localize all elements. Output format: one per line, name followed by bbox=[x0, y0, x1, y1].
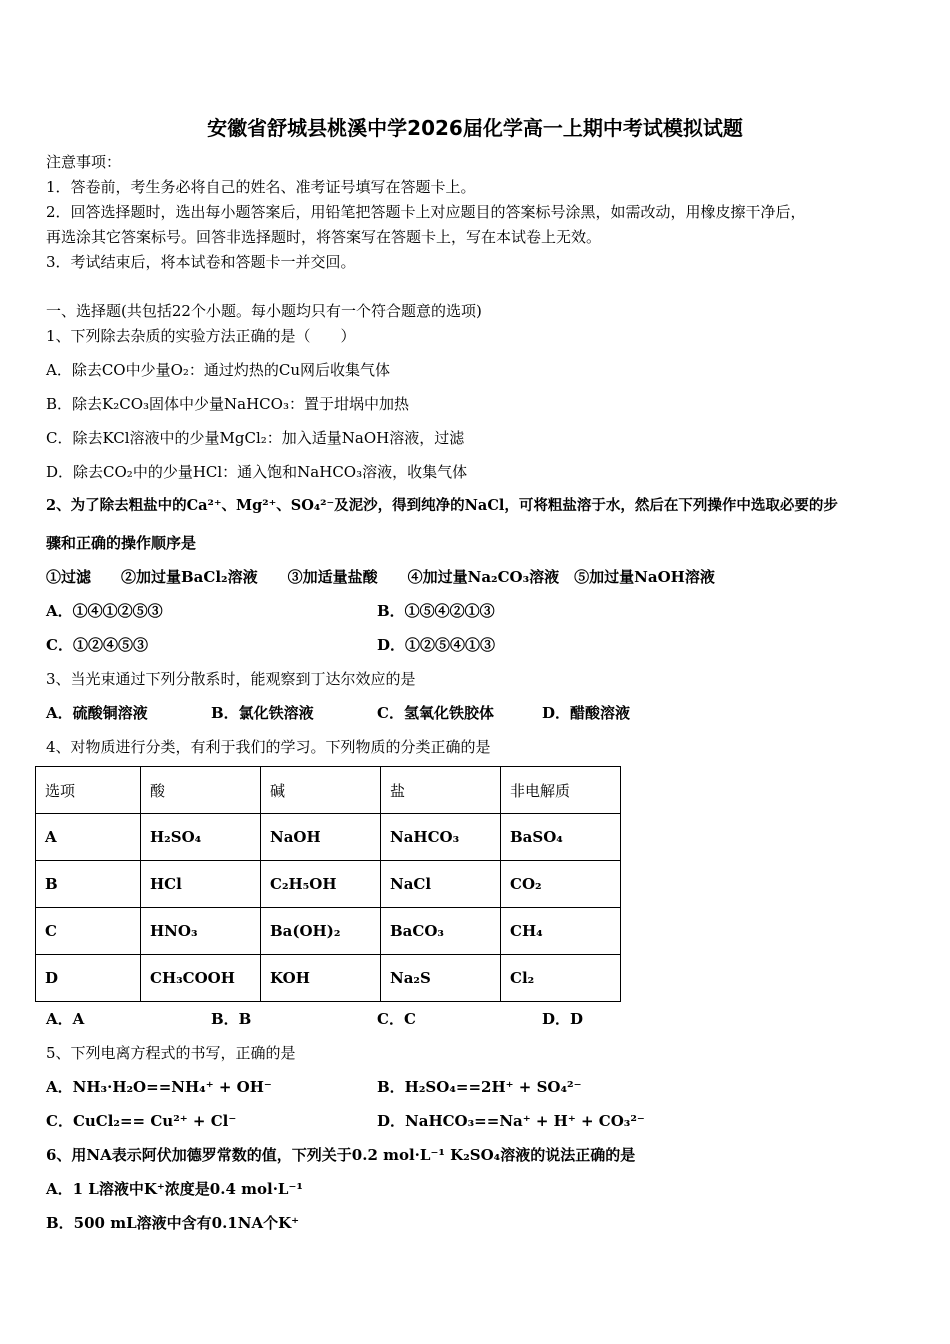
table-cell: B bbox=[36, 861, 141, 908]
page-title: 安徽省舒城县桃溪中学2026届化学高一上期中考试模拟试题 bbox=[207, 116, 743, 140]
q2-option-c: C．①②④⑤③ bbox=[46, 636, 148, 654]
table-header-row bbox=[36, 767, 621, 814]
q1-option-b: B．除去K₂CO₃固体中少量NaHCO₃：置于坩埚中加热 bbox=[46, 395, 409, 413]
table-cell: A bbox=[36, 814, 141, 861]
q4-option-a: A．A bbox=[46, 1010, 85, 1028]
table-cell: NaHCO₃ bbox=[381, 814, 501, 861]
q5-option-c: C．CuCl₂== Cu²⁺ + Cl⁻ bbox=[46, 1112, 237, 1130]
classification-table bbox=[35, 766, 621, 1002]
q4-option-b: B．B bbox=[211, 1010, 252, 1028]
notice-item-3: 3．考试结束后，将本试卷和答题卡一并交回。 bbox=[46, 253, 356, 271]
table-cell: CO₂ bbox=[501, 861, 621, 908]
q4-option-d: D．D bbox=[542, 1010, 584, 1028]
table-cell: BaCO₃ bbox=[381, 908, 501, 955]
q2-steps: ①过滤 ②加过量BaCl₂溶液 ③加适量盐酸 ④加过量Na₂CO₃溶液 ⑤加过量NaOH溶液 bbox=[46, 568, 715, 586]
table-cell: Na₂S bbox=[381, 955, 501, 1002]
q2-stem-line1: 2、为了除去粗盐中的Ca²⁺、Mg²⁺、SO₄²⁻及泥沙，得到纯净的NaCl，可将粗盐溶于水，然后在下列操作中选取必要的步 bbox=[46, 497, 838, 514]
table-row bbox=[36, 814, 621, 861]
table-header-cell: 酸 bbox=[141, 767, 261, 814]
table-cell: HCl bbox=[141, 861, 261, 908]
q3-option-d: D．醋酸溶液 bbox=[542, 704, 631, 722]
table-header-cell: 盐 bbox=[381, 767, 501, 814]
q3-option-a: A．硫酸铜溶液 bbox=[46, 704, 148, 722]
q5-stem: 5、下列电离方程式的书写，正确的是 bbox=[46, 1044, 296, 1062]
notice-heading: 注意事项： bbox=[46, 153, 122, 171]
table-cell: H₂SO₄ bbox=[141, 814, 261, 861]
q2-option-b: B．①⑤④②①③ bbox=[377, 602, 495, 620]
table-cell: KOH bbox=[261, 955, 381, 1002]
notice-item-2b: 再选涂其它答案标号。回答非选择题时，将答案写在答题卡上，写在本试卷上无效。 bbox=[46, 228, 602, 246]
q6-stem: 6、用NA表示阿伏加德罗常数的值，下列关于0.2 mol·L⁻¹ K₂SO₄溶液的说法正确的是 bbox=[46, 1146, 636, 1164]
q1-stem: 1、下列除去杂质的实验方法正确的是（ ） bbox=[46, 327, 356, 345]
table-row bbox=[36, 908, 621, 955]
section-heading: 一、选择题(共包括22个小题。每小题均只有一个符合题意的选项) bbox=[46, 302, 482, 320]
q2-option-d: D．①②⑤④①③ bbox=[377, 636, 496, 654]
table-row bbox=[36, 955, 621, 1002]
table-cell: C₂H₅OH bbox=[261, 861, 381, 908]
table-header-cell: 非电解质 bbox=[501, 767, 621, 814]
q4-stem: 4、对物质进行分类，有利于我们的学习。下列物质的分类正确的是 bbox=[46, 738, 491, 756]
table-cell: BaSO₄ bbox=[501, 814, 621, 861]
q4-option-c: C．C bbox=[377, 1010, 416, 1028]
table-cell: Cl₂ bbox=[501, 955, 621, 1002]
table-header-cell: 选项 bbox=[36, 767, 141, 814]
table-row bbox=[36, 861, 621, 908]
q5-option-d: D．NaHCO₃==Na⁺ + H⁺ + CO₃²⁻ bbox=[377, 1112, 645, 1130]
notice-item-1: 1．答卷前，考生务必将自己的姓名、准考证号填写在答题卡上。 bbox=[46, 178, 476, 196]
table-cell: HNO₃ bbox=[141, 908, 261, 955]
table-header-cell: 碱 bbox=[261, 767, 381, 814]
table-cell: C bbox=[36, 908, 141, 955]
table-cell: CH₃COOH bbox=[141, 955, 261, 1002]
table-cell: D bbox=[36, 955, 141, 1002]
table-cell: CH₄ bbox=[501, 908, 621, 955]
q3-stem: 3、当光束通过下列分散系时，能观察到丁达尔效应的是 bbox=[46, 670, 416, 688]
table-cell: NaCl bbox=[381, 861, 501, 908]
q6-option-a: A．1 L溶液中K⁺浓度是0.4 mol·L⁻¹ bbox=[46, 1180, 303, 1198]
notice-item-2a: 2．回答选择题时，选出每小题答案后，用铅笔把答题卡上对应题目的答案标号涂黑，如需改动，用橡皮擦干净后， bbox=[46, 203, 806, 221]
q2-option-a: A．①④①②⑤③ bbox=[46, 602, 163, 620]
q3-option-c: C．氢氧化铁胶体 bbox=[377, 704, 494, 722]
table-cell: NaOH bbox=[261, 814, 381, 861]
q3-option-b: B．氯化铁溶液 bbox=[211, 704, 314, 722]
q1-option-c: C．除去KCl溶液中的少量MgCl₂：加入适量NaOH溶液，过滤 bbox=[46, 429, 465, 447]
q5-option-b: B．H₂SO₄==2H⁺ + SO₄²⁻ bbox=[377, 1078, 582, 1096]
q1-option-d: D．除去CO₂中的少量HCl：通入饱和NaHCO₃溶液，收集气体 bbox=[46, 463, 468, 481]
q1-option-a: A．除去CO中少量O₂：通过灼热的Cu网后收集气体 bbox=[46, 361, 391, 379]
q6-option-b: B．500 mL溶液中含有0.1NA个K⁺ bbox=[46, 1214, 300, 1232]
q5-option-a: A．NH₃·H₂O==NH₄⁺ + OH⁻ bbox=[46, 1078, 272, 1096]
q2-stem-line2: 骤和正确的操作顺序是 bbox=[46, 534, 197, 552]
table-cell: Ba(OH)₂ bbox=[261, 908, 381, 955]
